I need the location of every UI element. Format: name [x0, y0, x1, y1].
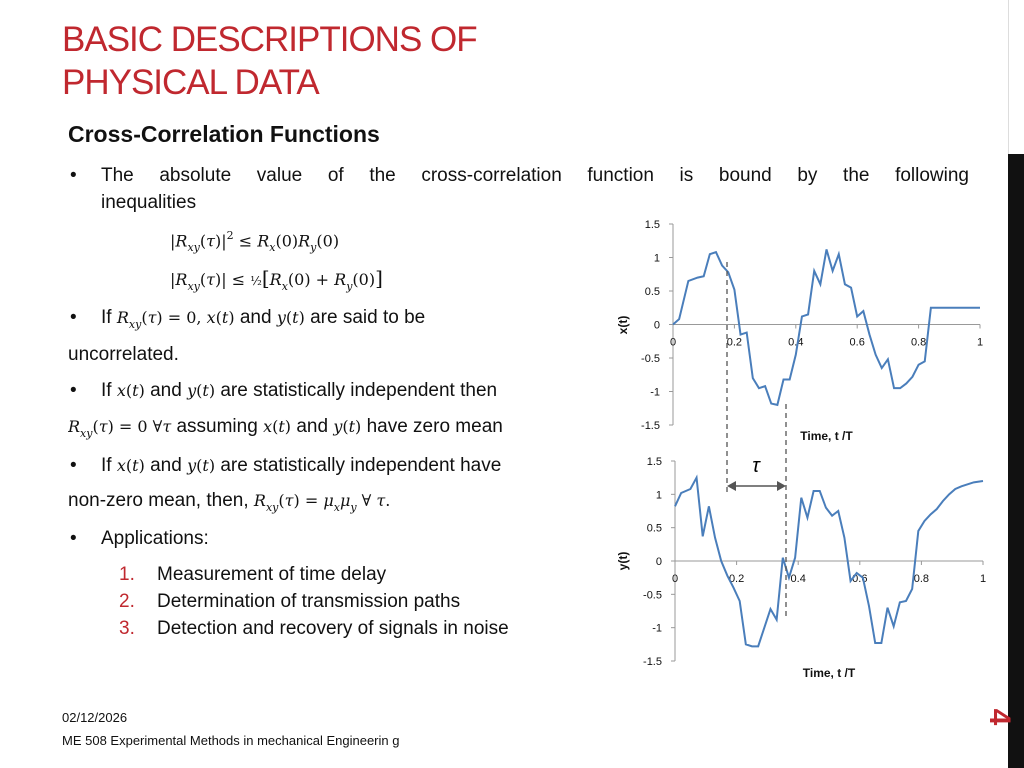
right-bar [1008, 154, 1024, 768]
bullet-2-line-2: uncorrelated. [68, 344, 179, 365]
section-heading: Cross-Correlation Functions [68, 121, 380, 147]
app-3-num: 3. [119, 618, 135, 639]
y-tick-label: 0.5 [644, 286, 660, 298]
app-2 [119, 591, 461, 613]
charts-figure [608, 210, 1008, 690]
y-tick-label: 1.5 [644, 219, 660, 231]
app-2-text: Determination of transmission paths [157, 591, 461, 612]
y-tick-label: -0.5 [641, 353, 660, 365]
chart-x-t [616, 219, 983, 443]
app-2-num: 2. [119, 591, 135, 612]
x-tick-label: 0.8 [913, 573, 930, 585]
b3-assuming: assuming [176, 416, 258, 437]
tau-annotation [727, 262, 786, 620]
footer-date: 02/12/2026 [62, 710, 128, 725]
bullet-4-marker: • [70, 455, 77, 476]
x-tick-label: 0.6 [852, 573, 868, 585]
series-line [673, 249, 980, 404]
x-tick-label: 0.4 [790, 573, 806, 585]
y-tick-label: 1 [655, 489, 662, 502]
x-tick-label: 0.8 [910, 336, 927, 349]
title-line-2: PHYSICAL DATA [62, 63, 319, 102]
x-tick-label: 1 [979, 573, 987, 585]
x-tick-label: 0.2 [726, 336, 743, 349]
y-tick-label: 1.5 [646, 456, 662, 468]
inequality-2: $|R_{xy}(\tau)|$ ≤ $\frac{1}{2}[R_x(0) + R_y(0)]$ [170, 266, 383, 293]
x-axis-label: Time, t /T [800, 429, 853, 443]
bullet-3-marker: • [70, 380, 77, 401]
bullet-2-line-1: If $R_{xy}(\tau) = 0$, x(t) and y(t) are said to be [101, 307, 426, 331]
tau-label: τ [752, 455, 760, 477]
right-bar-top [1008, 0, 1024, 154]
bullet-1-marker: • [70, 165, 77, 186]
x-axis-label: Time, t /T [802, 666, 856, 680]
y-tick-label: -1.5 [643, 656, 662, 668]
bullet-2-marker: • [70, 307, 77, 328]
x-tick-label: 0.4 [788, 336, 804, 349]
b4-if: If [101, 455, 112, 476]
bullet-4-line-2: non-zero mean, then, $R_{xy}(\tau) = \mu_x\mu_y$ ∀ τ. [68, 490, 391, 514]
b4-and: and [150, 455, 182, 476]
b3-and: and [150, 380, 182, 401]
chart-y-t [616, 456, 986, 680]
y-axis-label: y(t) [616, 551, 630, 571]
bullet-5-marker: • [70, 528, 77, 549]
title-line-1: BASIC DESCRIPTIONS OF [62, 20, 477, 59]
app-3-text: Detection and recovery of signals in noise [157, 618, 509, 639]
app-1-num: 1. [119, 564, 135, 585]
b3-l2-rest: have zero mean [366, 416, 503, 437]
x-tick-label: 1 [976, 336, 984, 349]
x-tick-label: 0.6 [849, 336, 865, 349]
y-tick-label: 0 [653, 319, 660, 332]
x-tick-label: 0 [671, 573, 679, 585]
bullet-4-line-1: If x(t) and y(t) are statistically independent have [101, 455, 502, 476]
y-tick-label: -1 [650, 386, 660, 399]
x-tick-label: 0.2 [728, 573, 745, 585]
footer-course: ME 508 Experimental Methods in mechanical Engineerin g [62, 733, 400, 748]
b2-if: If [101, 307, 112, 328]
b3-if: If [101, 380, 112, 401]
y-tick-label: 0 [655, 556, 662, 568]
bullet-3-line-2: $R_{xy}(\tau) = 0$ ∀τ assuming x(t) and y(t) have zero mean [68, 416, 503, 440]
y-axis-label: x(t) [616, 315, 630, 335]
app-1 [119, 564, 387, 586]
b2-rest: are said to be [310, 307, 426, 328]
series-line [675, 478, 983, 647]
tau-arrow-head-left [727, 481, 736, 491]
b4-line2-text: non-zero mean, then, [68, 490, 249, 511]
slide-title [62, 18, 622, 104]
y-tick-label: -1 [652, 622, 662, 635]
app-1-text: Measurement of time delay [157, 564, 387, 585]
inequality-1: $|R_{xy}(\tau)|^2 \le R_x(0)R_y(0)$ [170, 229, 340, 255]
y-tick-label: -0.5 [643, 589, 662, 602]
tau-arrow-head-right [777, 481, 786, 491]
b3-l2-and: and [296, 416, 329, 437]
page-number: 4 [983, 708, 1016, 726]
y-tick-label: 0.5 [646, 522, 662, 535]
bullet-5-text: Applications: [101, 528, 209, 549]
bullet-1-line-1: The absolute value of the cross-correlation function is bound by the following [101, 165, 969, 186]
b3-rest: are statistically independent then [220, 380, 498, 401]
x-tick-label: 0 [669, 336, 677, 349]
b4-rest: are statistically independent have [220, 455, 502, 476]
y-tick-label: 1 [653, 252, 660, 265]
bullet-1-line-2: inequalities [101, 192, 197, 213]
y-tick-label: -1.5 [641, 420, 660, 432]
b2-and: and [239, 307, 272, 328]
app-3 [119, 618, 509, 640]
bullet-3-line-1: If x(t) and y(t) are statistically independent then [101, 380, 498, 401]
